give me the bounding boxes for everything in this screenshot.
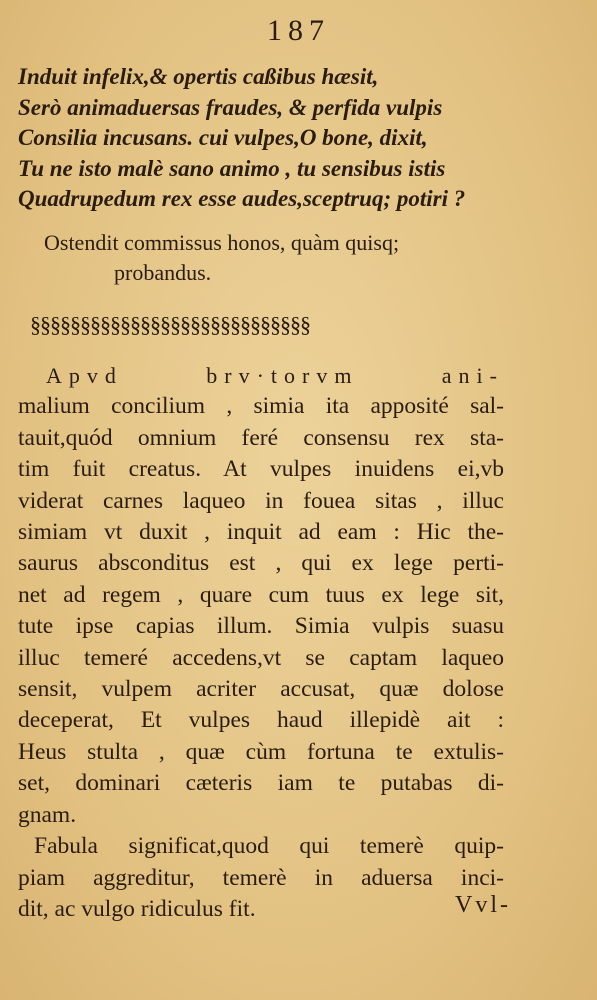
lesson-line: piam aggreditur, temerè in aduersa inci- (18, 864, 504, 891)
verse-line: Consilia incusans. cui vulpes,O bone, dixit, (18, 125, 428, 150)
fable-line-initial: Apvd brv·torvm ani- (46, 363, 504, 388)
verse-line: Induit infelix,& opertis caßibus hæsit, (18, 64, 379, 89)
moral-line: probandus. (114, 260, 212, 285)
moral-line: Ostendit commissus honos, quàm quisq; (44, 230, 400, 255)
fable-line: tute ipse capias illum. Simia vulpis suasu (18, 613, 504, 640)
catchword: Vvl- (455, 892, 511, 918)
lesson-line: dit, ac vulgo ridiculus fit. (18, 895, 256, 922)
verse-line: Serò animaduersas fraudes, & perfida vulpis (18, 94, 443, 120)
fable-line: saurus absconditus est , qui ex lege perti- (18, 550, 504, 577)
verse-line: Quadrupedum rex esse audes,sceptruq; potiri ? (18, 186, 466, 211)
fable-line: tauit,quód omnium feré consensu rex sta- (18, 424, 504, 451)
lesson-line: Fabula significat,quod qui temerè quip- (34, 833, 504, 860)
fable-line: simiam vt duxit , inquit ad eam : Hic the- (18, 519, 504, 546)
ornamental-divider: §§§§§§§§§§§§§§§§§§§§§§§§§§§§ (30, 312, 310, 337)
fable-line: gnam. (18, 801, 77, 828)
fable-line: set, dominari cæteris iam te putabas di- (18, 770, 504, 797)
verse-block (18, 62, 578, 215)
moral-epigram (44, 228, 564, 288)
fable-line: Heus stulta , quæ cùm fortuna te extulis- (18, 738, 504, 765)
verse-line: Tu ne isto malè sano animo , tu sensibus istis (18, 155, 446, 181)
page-number: 187 (267, 14, 330, 47)
fable-line: tim fuit creatus. At vulpes inuidens ei,vb (18, 456, 504, 483)
fable-line: viderat carnes laqueo in fouea sitas , illuc (18, 487, 504, 514)
fable-line: sensit, vulpem acriter accusat, quæ dolose (18, 676, 504, 703)
fable-text (18, 360, 504, 925)
fable-line: malium concilium , simia ita apposité sal- (18, 393, 504, 420)
fable-line: net ad regem , quare cum tuus ex lege sit, (18, 581, 504, 608)
fable-line: illuc temeré accedens,vt se captam laqueo (18, 644, 504, 671)
fable-line: deceperat, Et vulpes haud illepidè ait : (18, 707, 504, 734)
